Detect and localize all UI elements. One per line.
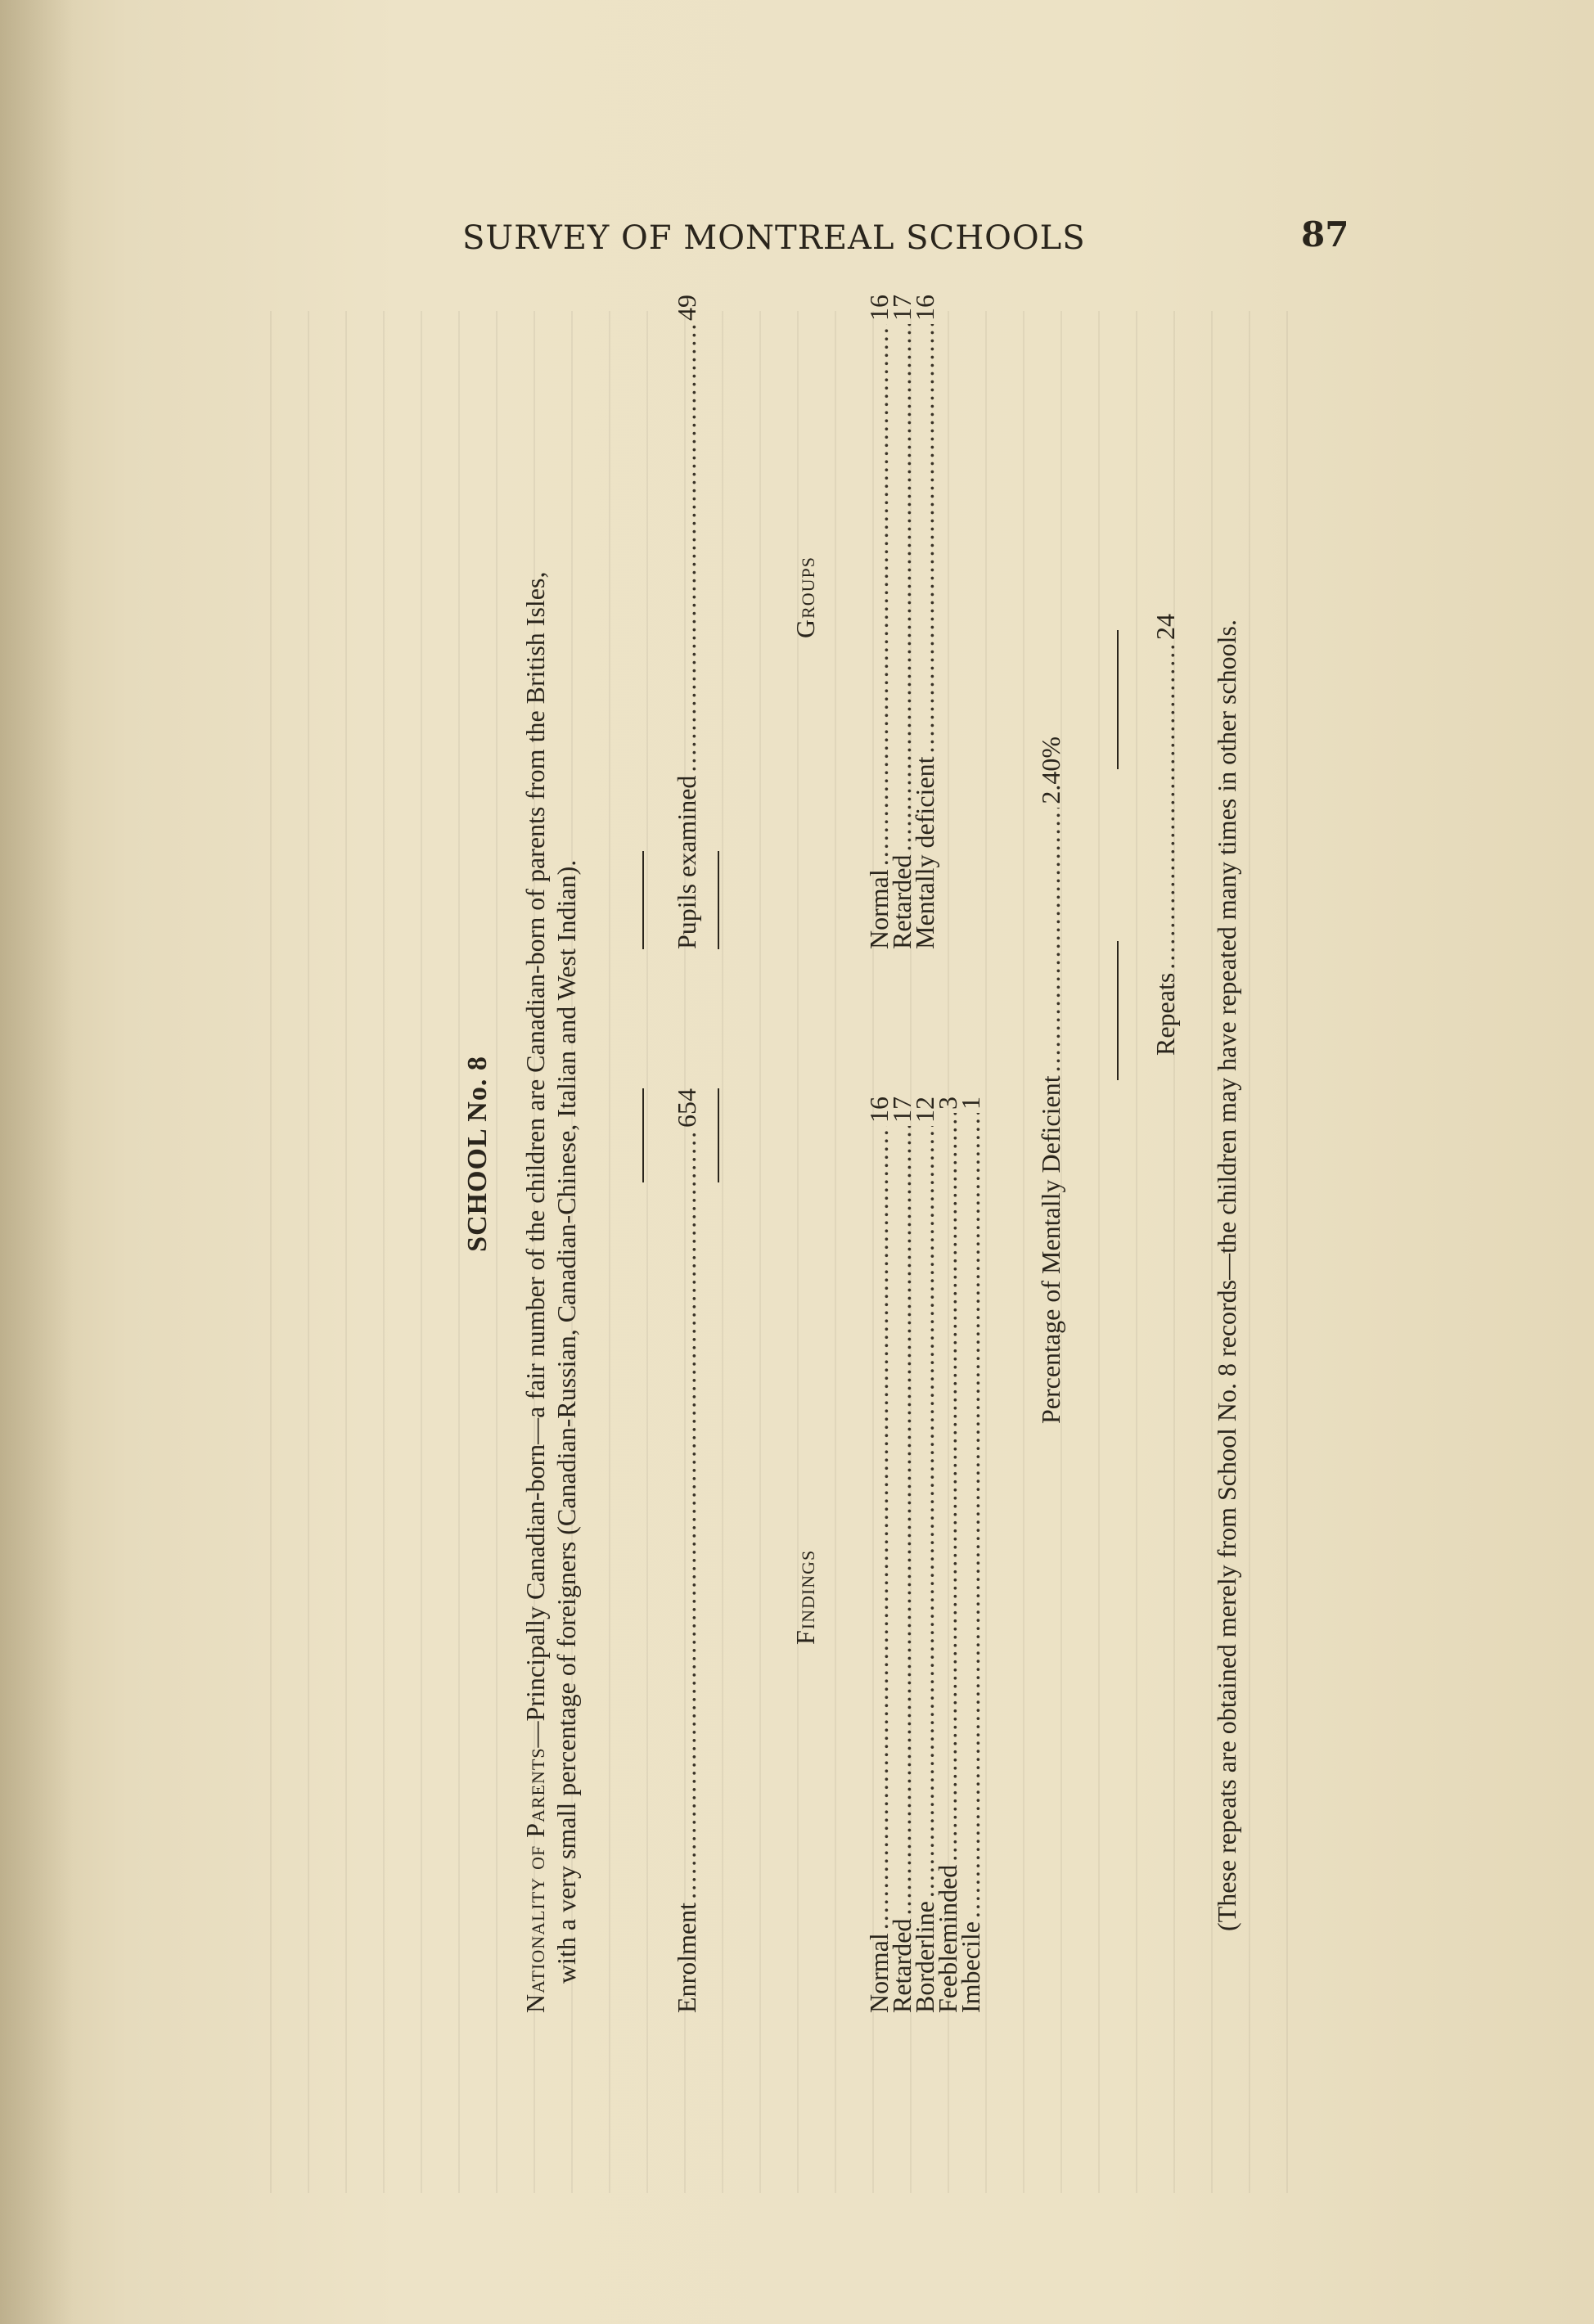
nationality-paragraph <box>520 295 582 2013</box>
school-title: SCHOOL No. 8 <box>462 1056 493 1252</box>
findings-label: Imbecile <box>956 1921 985 2013</box>
findings-label: Retarded <box>887 1918 916 2013</box>
repeats-note: (These repeats are obtained merely from School No. 8 records—the children may have repeated many times in other schools. <box>1212 619 1241 1931</box>
findings-value: 17 <box>887 1097 916 1123</box>
repeats-row <box>1150 614 1181 1056</box>
rule-mid-2 <box>1117 630 1119 769</box>
percentage-label: Percentage of Mentally Deficient <box>1036 1075 1065 1424</box>
pupils-examined-label: Pupils examined <box>672 775 701 949</box>
nationality-line-1: —Principally Canadian-born—a fair number of the children are Canadian-born of parents from the British Isles, <box>520 571 550 1748</box>
repeats-value: 24 <box>1150 614 1180 640</box>
leader-dots <box>909 324 940 754</box>
findings-label: Feebleminded <box>933 1864 962 2013</box>
rule-bottom-2 <box>718 851 719 949</box>
pupils-examined-value: 49 <box>672 295 701 321</box>
leader-dots <box>955 1113 986 1918</box>
leader-dots <box>1035 808 1066 1073</box>
findings-row <box>955 1097 986 2013</box>
rule-bottom-1 <box>718 1088 719 1182</box>
groups-heading: Groups <box>790 556 820 638</box>
findings-label: Borderline <box>910 1901 939 2013</box>
rule-top-2 <box>642 851 644 949</box>
leader-dots <box>671 1131 702 1899</box>
percentage-value: 2.40% <box>1036 736 1065 804</box>
pupils-examined-row <box>671 295 702 949</box>
findings-value: 16 <box>864 1097 894 1123</box>
findings-label: Normal <box>864 1933 894 2013</box>
running-title: SURVEY OF MONTREAL SCHOOLS <box>462 219 1086 257</box>
rule-mid-1 <box>1117 941 1119 1080</box>
enrolment-label: Enrolment <box>672 1902 701 2013</box>
nationality-label: Nationality of Parents <box>520 1747 550 2013</box>
groups-label: Retarded <box>887 854 916 949</box>
findings-value: 12 <box>910 1097 939 1123</box>
nationality-line-2: with a very small percentage of foreigners (Canadian-Russian, Canadian-Chinese, Italian and West Indian). <box>552 859 581 1984</box>
enrolment-value: 654 <box>672 1088 701 1128</box>
percentage-row <box>1035 736 1066 1424</box>
repeats-label: Repeats <box>1150 972 1180 1056</box>
groups-value: 17 <box>887 295 916 321</box>
findings-heading: Findings <box>790 1549 820 1645</box>
leader-dots <box>671 324 702 772</box>
page-number: 87 <box>1301 214 1349 254</box>
rule-top-1 <box>642 1088 644 1182</box>
groups-label: Mentally deficient <box>910 756 939 949</box>
leader-dots <box>1150 643 1181 970</box>
groups-label: Normal <box>864 869 894 949</box>
findings-value: 1 <box>956 1097 985 1110</box>
enrolment-row <box>671 1088 702 2013</box>
groups-value: 16 <box>910 295 939 321</box>
findings-value: 3 <box>933 1097 962 1110</box>
binding-shadow <box>0 0 74 2324</box>
groups-row <box>909 295 940 949</box>
rotated-table-block <box>462 295 1526 2013</box>
groups-value: 16 <box>864 295 894 321</box>
